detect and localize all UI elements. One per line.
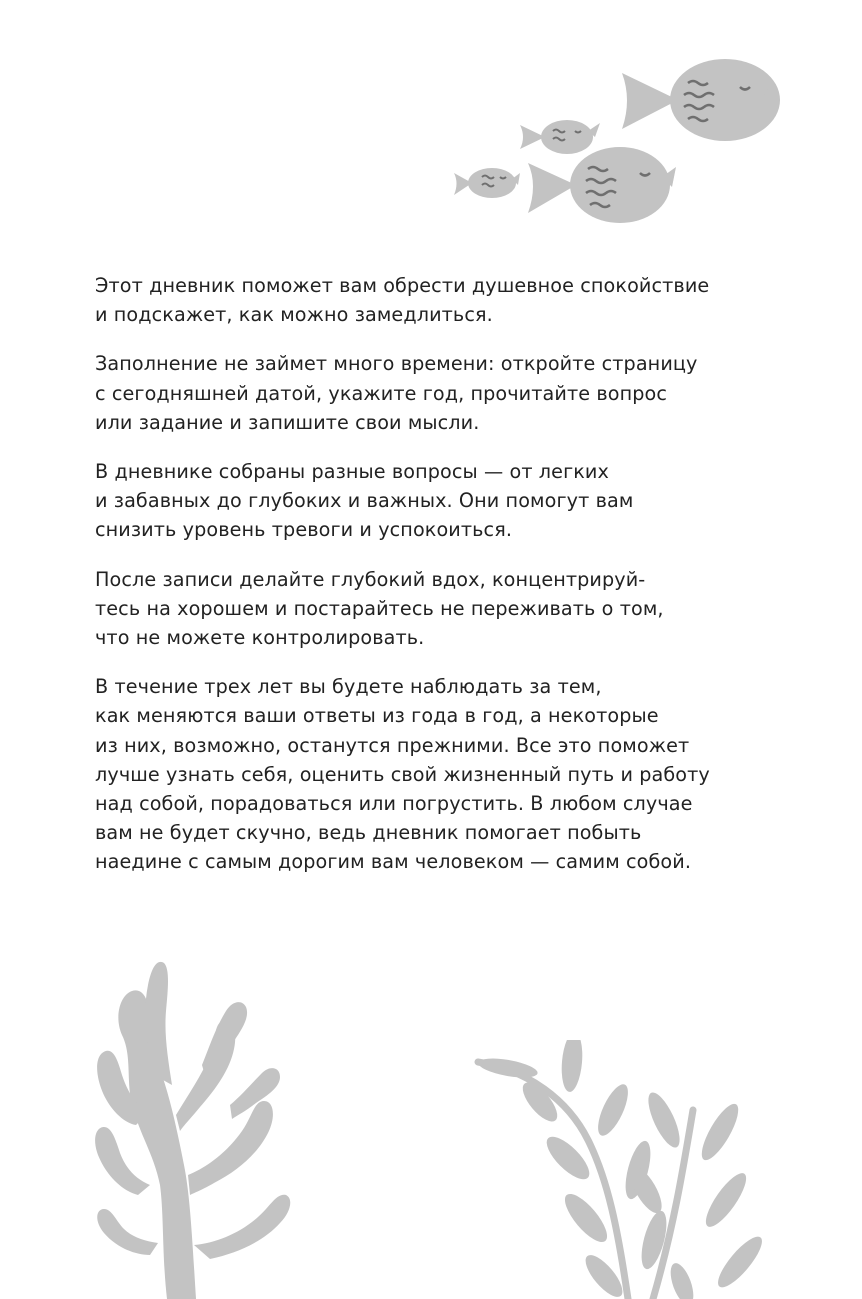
text-line: что не можете контролировать. <box>95 626 425 650</box>
text-line: и забавных до глубоких и важных. Они помогут вам <box>95 489 634 513</box>
fish-icon-large-top <box>622 59 780 141</box>
intro-text <box>95 271 775 897</box>
text-line: из них, возможно, останутся прежними. Все это поможет <box>95 733 690 757</box>
paragraph-2 <box>95 349 775 437</box>
text-line: После записи делайте глубокий вдох, концентрируй- <box>95 567 646 591</box>
text-line: Заполнение не займет много времени: откройте страницу <box>95 352 698 376</box>
fish-icon-large-bottom <box>528 147 676 223</box>
text-line: над собой, порадоваться или погрустить. В любом случае <box>95 792 693 816</box>
text-line: с сегодняшней датой, укажите год, прочитайте вопрос <box>95 381 668 405</box>
paragraph-3 <box>95 457 775 545</box>
text-line: В течение трех лет вы будете наблюдать за тем, <box>95 675 602 699</box>
text-line: вам не будет скучно, ведь дневник помогает побыть <box>95 821 642 845</box>
fish-illustration <box>440 45 780 235</box>
paragraph-4 <box>95 565 775 653</box>
text-line: Этот дневник поможет вам обрести душевное спокойствие <box>95 274 710 297</box>
text-line: снизить уровень тревоги и успокоиться. <box>95 518 513 542</box>
paragraph-5 <box>95 672 775 876</box>
text-line: тесь на хорошем и постарайтесь не переживать о том, <box>95 596 664 620</box>
text-line: наедине с самым дорогим вам человеком — самим собой. <box>95 850 692 874</box>
text-line: как меняются ваши ответы из года в год, а некоторые <box>95 704 659 728</box>
text-line: или задание и запишите свои мысли. <box>95 410 480 434</box>
text-line: В дневнике собраны разные вопросы — от легких <box>95 460 609 484</box>
seaweed-icon <box>468 1040 778 1299</box>
paragraph-1 <box>95 271 775 329</box>
text-line: лучше узнать себя, оценить свой жизненный путь и работу <box>95 762 710 786</box>
fish-icon-tiny-left <box>454 168 520 198</box>
coral-icon <box>92 955 292 1299</box>
fish-icon-small-middle <box>520 120 600 154</box>
text-line: и подскажет, как можно замедлиться. <box>95 303 493 327</box>
